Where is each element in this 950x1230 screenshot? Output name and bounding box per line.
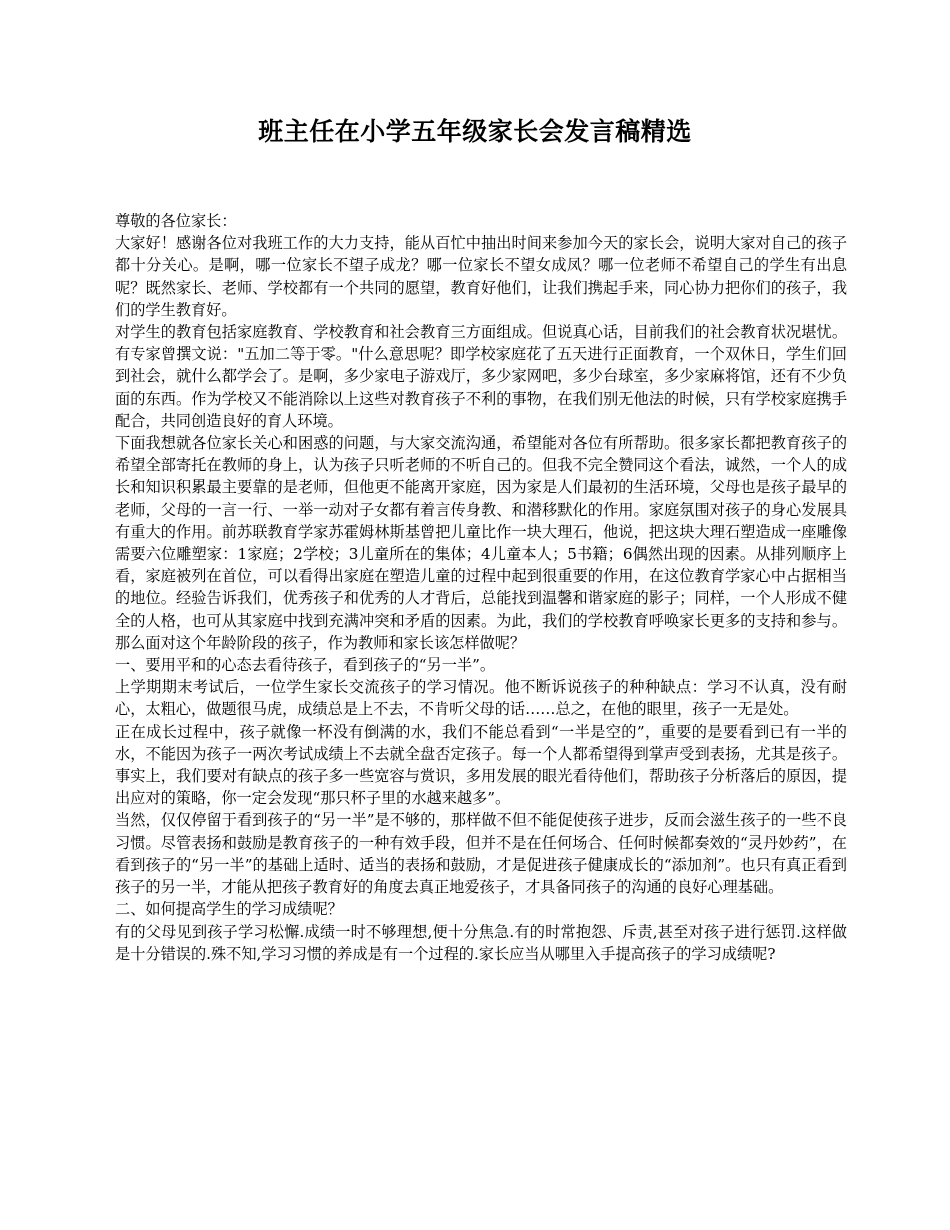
salutation: 尊敬的各位家长： <box>115 212 237 230</box>
paragraph-half-glass: 正在成长过程中，孩子就像一杯没有倒满的水，我们不能总看到“一半是空的”，重要的是要看到已有一半的水，不能因为孩子一两次考试成绩上不去就全盘否定孩子。每一个人都希望得到掌声受到表扬，尤其是孩子。事实上，我们要对有缺点的孩子多一些宽容与赏识，多用发展的眼光看待他们，帮助孩子分析落后的原因，提出应对的策略，你一定会发现“那只杯子里的水越来越多”。 <box>115 722 847 808</box>
paragraph-family-role: 下面我想就各位家长关心和困惑的问题，与大家交流沟通，希望能对各位有所帮助。很多家长都把教育孩子的希望全部寄托在教师的身上，认为孩子只听老师的不听自己的。但我不完全赞同这个看法，诚然，一个人的成长和知识积累最主要靠的是老师，但他更不能离开家庭，因为家是人们最初的生活环境，父母也是孩子最早的老师，父母的一言一行、一举一动对子女都有着言传身教、和潜移默化的作用。家庭氛围对孩子的身心发展具有重大的作用。前苏联教育学家苏霍姆林斯基曾把儿童比作一块大理石，他说，把这块大理石塑造成一座雕像需要六位雕塑家：1家庭；2学校；3儿童所在的集体；4儿童本人；5书籍；6偶然出现的因素。从排列顺序上看，家庭被列在首位，可以看得出家庭在塑造儿童的过程中起到很重要的作用，在这位教育学家心中占据相当的地位。经验告诉我们，优秀孩子和优秀的人才背后，总能找到温馨和谐家庭的影子；同样，一个人形成不健全的人格，也可从其家庭中找到充满冲突和矛盾的因素。为此，我们的学校教育呼唤家长更多的支持和参与。那么面对这个年龄阶段的孩子，作为教师和家长该怎样做呢？ <box>115 434 847 652</box>
document-title: 班主任在小学五年级家长会发言稿精选 <box>258 117 692 146</box>
paragraph-exam-anecdote: 上学期期末考试后，一位学生家长交流孩子的学习情况。他不断诉说孩子的种种缺点：学习不认真，没有耐心，太粗心，做题很马虎，成绩总是上不去，不肯听父母的话……总之，在他的眼里，孩子一无是处。 <box>115 678 847 719</box>
paragraph-social-education: 对学生的教育包括家庭教育、学校教育和社会教育三方面组成。但说真心话，目前我们的社会教育状况堪忧。有专家曾撰文说："五加二等于零。"什么意思呢？即学校家庭花了五天进行正面教育，一个双休日，学生们回到社会，就什么都学会了。是啊，多少家电子游戏厅，多少家网吧，多少台球室，多少家麻将馆，还有不少负面的东西。作为学校又不能消除以上这些对教育孩子不利的事物，在我们别无他法的时候，只有学校家庭携手配合，共同创造良好的育人环境。 <box>115 323 847 430</box>
section-heading-1: 一、要用平和的心态去看待孩子，看到孩子的“另一半”。 <box>115 656 496 675</box>
section-heading-2: 二、如何提高学生的学习成绩呢？ <box>115 900 343 919</box>
paragraph-praise: 当然，仅仅停留于看到孩子的“另一半”是不够的，那样做不但不能促使孩子进步，反而会滋生孩子的一些不良习惯。尽管表扬和鼓励是教育孩子的一种有效手段，但并不是在任何场合、任何时候都奏效的“灵丹妙药”，在看到孩子的“另一半”的基础上适时、适当的表扬和鼓励，才是促进孩子健康成长的“添加剂”。也只有真正看到孩子的另一半，才能从把孩子教育好的角度去真正地爱孩子，才具备同孩子的沟通的良好心理基础。 <box>115 811 847 897</box>
document-body <box>115 210 847 965</box>
paragraph-greeting: 大家好！感谢各位对我班工作的大力支持，能从百忙中抽出时间来参加今天的家长会，说明大家对自己的孩子都十分关心。是啊，哪一位家长不望子成龙？哪一位家长不望女成凤？哪一位老师不希望自己的学生有出息呢？既然家长、老师、学校都有一个共同的愿望，教育好他们，让我们携起手来，同心协力把你们的孩子，我们的学生教育好。 <box>115 234 847 319</box>
paragraph-study-habits: 有的父母见到孩子学习松懈.成绩一时不够理想,便十分焦急.有的时常抱怨、斥责,甚至对孩子进行惩罚.这样做是十分错误的.殊不知,学习习惯的养成是有一个过程的.家长应当从哪里入手提高孩子的学习成绩呢? <box>115 922 847 963</box>
